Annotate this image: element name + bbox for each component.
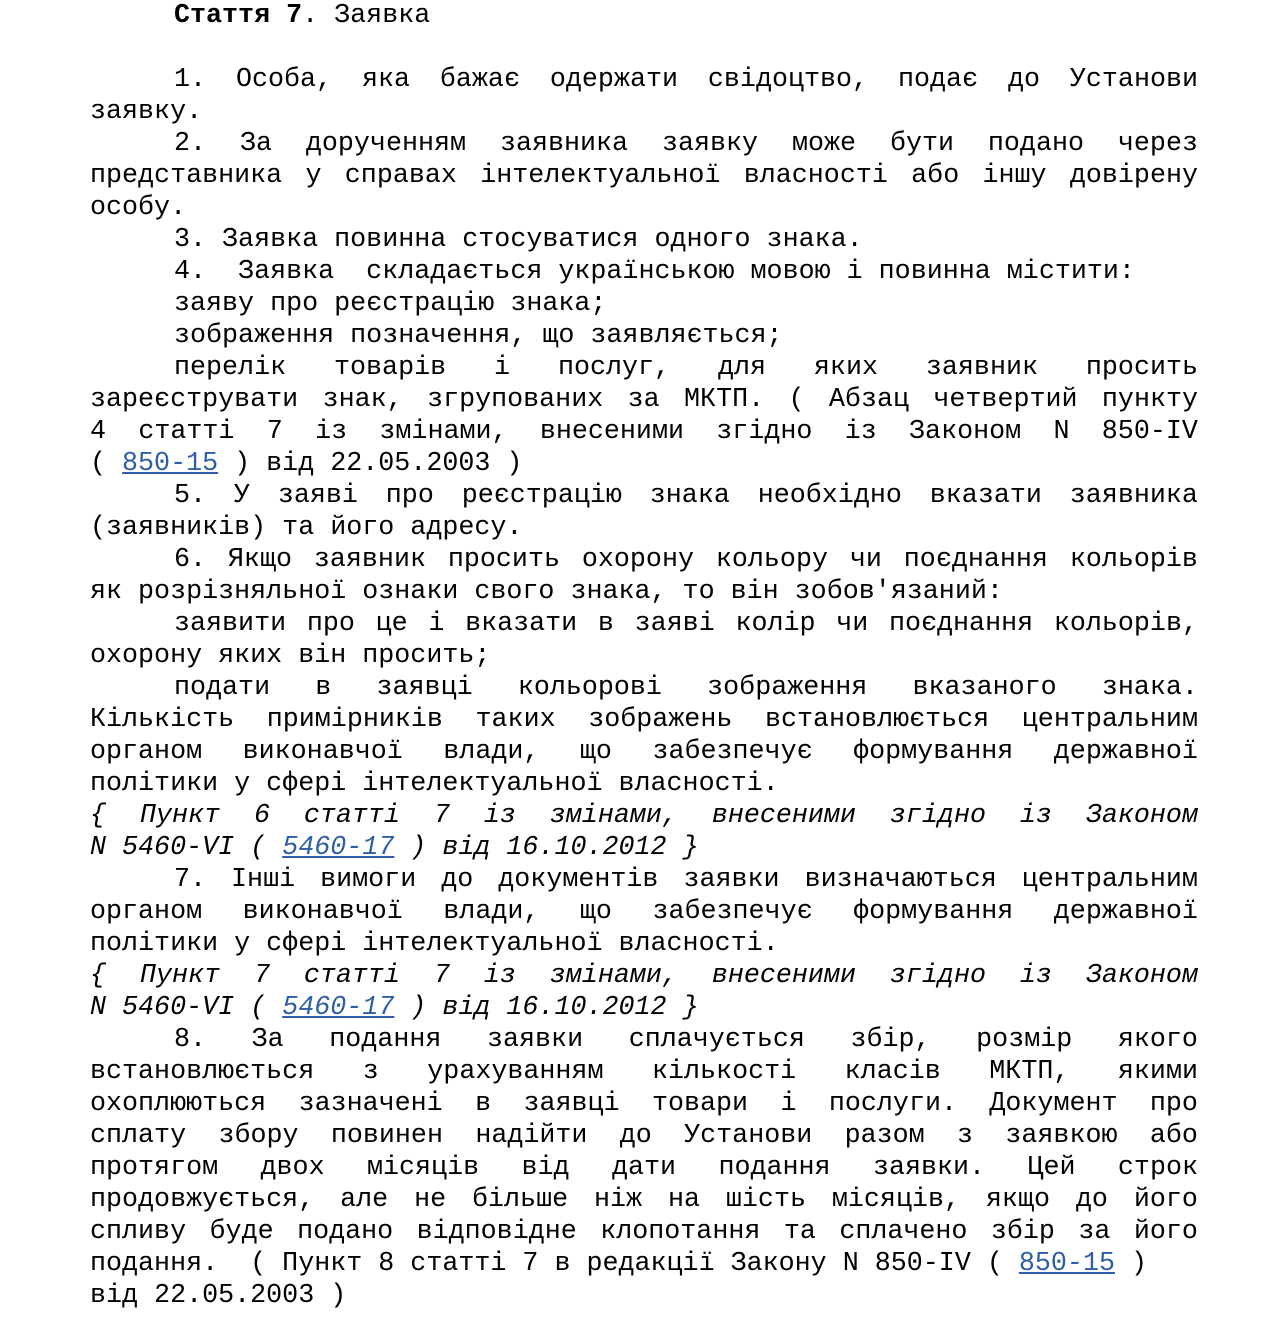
- law-reference-link[interactable]: 5460-17: [282, 833, 395, 863]
- paragraph-line: 1. Особа, яка бажає одержати свідоцтво, подає до Установи: [174, 65, 1199, 95]
- paragraph-line: встановлюється з урахуванням кількості класів МКТП, якими: [90, 1057, 1198, 1087]
- paragraph-line: сплату збору повинен надійти до Установи разом з заявкою або: [90, 1121, 1198, 1151]
- amendment-note: { Пункт 6 статті 7 із змінами, внесеними згідно із Законом: [90, 801, 1198, 831]
- paragraph-line: Кількість примірників таких зображень встановлюється центральним: [90, 705, 1198, 735]
- blank-line: [90, 32, 1210, 64]
- paragraph-line: політики у сфері інтелектуальної власності.: [90, 929, 779, 959]
- article-number: Стаття 7: [174, 1, 303, 31]
- paragraph-line: особу.: [90, 193, 187, 223]
- line-text: (: [90, 449, 123, 479]
- paragraph-line: заявку.: [90, 97, 203, 127]
- paragraph-line: 8. За подання заявки сплачується збір, розмір якого: [174, 1025, 1198, 1055]
- article-title: . Заявка: [302, 1, 431, 31]
- paragraph-line: зображення позначення, що заявляється;: [174, 321, 783, 351]
- line-text: ) від 22.05.2003 ): [218, 449, 523, 479]
- paragraph-line: подати в заявці кольорові зображення вказаного знака.: [174, 673, 1198, 703]
- paragraph-line: як розрізняльної ознаки свого знака, то він зобов'язаний:: [90, 577, 1003, 607]
- paragraph-line: заявити про це і вказати в заяві колір чи поєднання кольорів,: [174, 609, 1198, 639]
- paragraph-line: (заявників) та його адресу.: [90, 513, 523, 543]
- paragraph-line: 2. За дорученням заявника заявку може бути подано через: [174, 129, 1198, 159]
- paragraph-line: продовжується, але не більше ніж на шість місяців, якщо до його: [90, 1185, 1198, 1215]
- paragraph-line: охорону яких він просить;: [90, 641, 491, 671]
- paragraph-line: представника у справах інтелектуальної власності або іншу довірену: [90, 161, 1198, 191]
- amendment-note: { Пункт 7 статті 7 із змінами, внесеними згідно із Законом: [90, 961, 1198, 991]
- paragraph-line: заяву про реєстрацію знака;: [174, 289, 607, 319]
- paragraph-line: 7. Інші вимоги до документів заявки визначаються центральним: [174, 865, 1198, 895]
- line-text: подання. ( Пункт 8 статті 7 в редакції Закону N 850-IV (: [90, 1249, 1019, 1279]
- paragraph-line: протягом двох місяців від дати подання заявки. Цей строк: [90, 1153, 1198, 1183]
- paragraph-line: перелік товарів і послуг, для яких заявник просить: [174, 353, 1199, 383]
- paragraph-line: органом виконавчої влади, що забезпечує формування державної: [90, 897, 1198, 927]
- paragraph-line: охоплюються зазначені в заявці товари і послуги. Документ про: [90, 1089, 1198, 1119]
- paragraph-line: від 22.05.2003 ): [90, 1281, 347, 1311]
- paragraph-line: 5. У заяві про реєстрацію знака необхідно вказати заявника: [174, 481, 1198, 511]
- paragraph-line: [90, 1248, 1210, 1280]
- paragraph-line: 4. Заявка складається українською мовою і повинна містити:: [174, 257, 1135, 287]
- line-text: N 5460-VI (: [90, 833, 283, 863]
- line-text: ) від 16.10.2012 }: [394, 993, 699, 1023]
- paragraph-line: [90, 448, 1210, 480]
- line-text: N 5460-VI (: [90, 993, 283, 1023]
- paragraph-line: 3. Заявка повинна стосуватися одного знака.: [174, 225, 863, 255]
- law-reference-link[interactable]: 850-15: [1018, 1249, 1115, 1279]
- paragraph-line: 6. Якщо заявник просить охорону кольору чи поєднання кольорів: [174, 545, 1198, 575]
- law-document: [90, 0, 1210, 1312]
- paragraph-line: 4 статті 7 із змінами, внесеними згідно із Законом N 850-IV: [90, 417, 1198, 447]
- amendment-note: [90, 832, 1210, 864]
- paragraph-line: зареєструвати знак, згрупованих за МКТП. ( Абзац четвертий пункту: [90, 385, 1199, 415]
- paragraph-line: політики у сфері інтелектуальної власності.: [90, 769, 779, 799]
- line-text: ) від 16.10.2012 }: [394, 833, 699, 863]
- law-reference-link[interactable]: 850-15: [122, 449, 219, 479]
- law-reference-link[interactable]: 5460-17: [282, 993, 395, 1023]
- paragraph-line: органом виконавчої влади, що забезпечує формування державної: [90, 737, 1198, 767]
- paragraph-line: спливу буде подано відповідне клопотання та сплачено збір за його: [90, 1217, 1198, 1247]
- line-text: ): [1114, 1249, 1148, 1279]
- article-heading: [90, 0, 1210, 32]
- amendment-note: [90, 992, 1210, 1024]
